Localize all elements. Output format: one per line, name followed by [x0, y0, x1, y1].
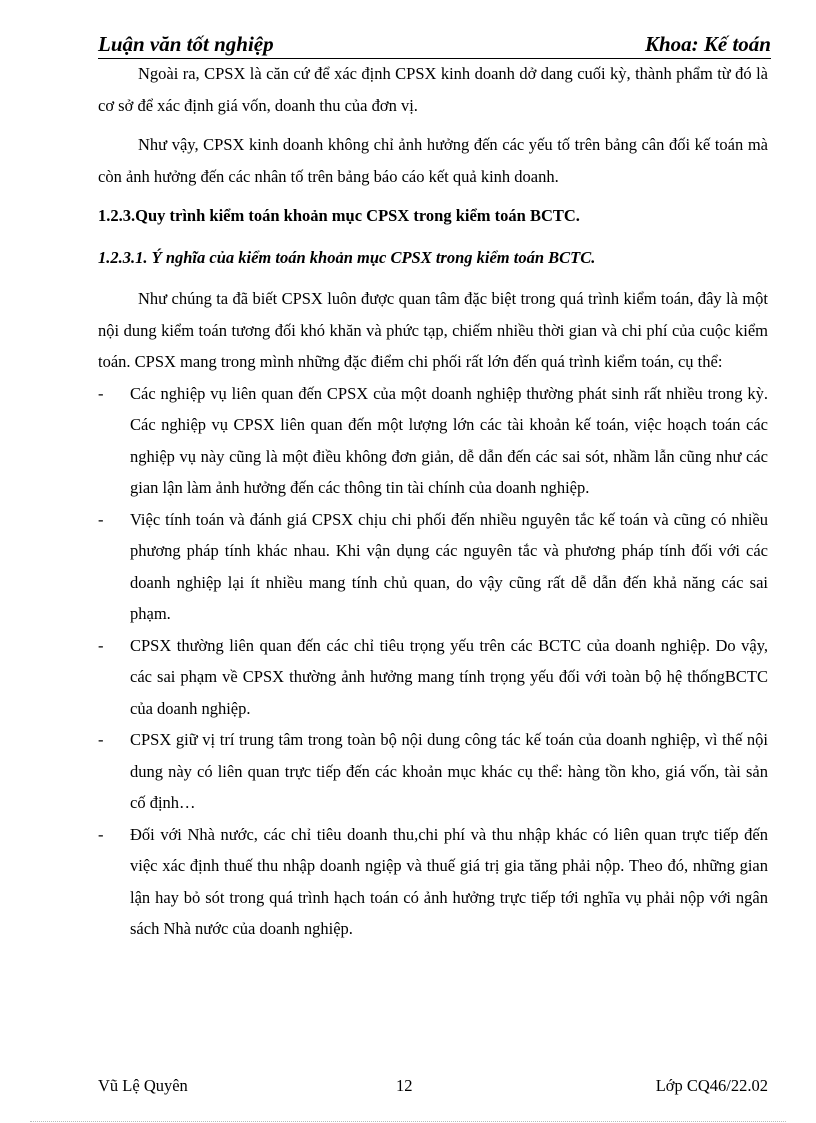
bullet-dash: -	[98, 730, 104, 749]
page-body	[98, 58, 768, 945]
list-item-text: Đối với Nhà nước, các chỉ tiêu doanh thu,chi phí và thu nhập khác có liên quan trực tiếp đến việc xác định thuế thu nhập doanh ngiệp và thuế giá trị gia tăng phải nộp. Theo đó, những gian lận hay bỏ sót trong quá trình hạch toán có ảnh hưởng trực tiếp tới nghĩa vụ phải nộp với ngân sách Nhà nước của doanh nghiệp.	[130, 824, 768, 938]
paragraph-3: Như chúng ta đã biết CPSX luôn được quan tâm đặc biệt trong quá trình kiểm toán, đây là một nội dung kiểm toán tương đối khó khăn và phức tạp, chiếm nhiều thời gian và chi phí của cuộc kiểm toán. CPSX mang trong mình những đặc điểm chi phối rất lớn đến quá trình kiểm toán, cụ thể:	[98, 289, 768, 371]
list-item	[98, 724, 768, 819]
class-code: Lớp CQ46/22.02	[655, 1076, 768, 1095]
bullet-list	[98, 378, 768, 945]
paragraph-1: Ngoài ra, CPSX là căn cứ để xác định CPSX kinh doanh dở dang cuối kỳ, thành phẩm từ đó là cơ sở để xác định giá vốn, doanh thu của đơn vị.	[98, 64, 768, 115]
bottom-divider	[30, 1121, 786, 1122]
bullet-dash: -	[98, 635, 104, 655]
page-number: 12	[396, 1076, 413, 1095]
thesis-title: Luận văn tốt nghiệp	[98, 32, 274, 56]
list-item-text: Việc tính toán và đánh giá CPSX chịu chi phối đến nhiều nguyên tắc kế toán và cũng có nhiều phương pháp tính khác nhau. Khi vận dụng các nguyên tắc và phương pháp tính đối với các doanh nghiệp lại ít nhiều mang tính chủ quan, do vậy cũng rất dễ dẫn đến khả năng các sai phạm.	[130, 509, 768, 623]
subsection-heading: 1.2.3.1. Ý nghĩa của kiểm toán khoản mục CPSX trong kiểm toán BCTC.	[98, 247, 596, 267]
list-item	[98, 378, 768, 504]
bullet-dash: -	[98, 383, 104, 403]
section-heading: 1.2.3.Quy trình kiểm toán khoản mục CPSX trong kiểm toán BCTC.	[98, 206, 580, 225]
author-name: Vũ Lệ Quyên	[98, 1076, 188, 1095]
list-item	[98, 630, 768, 725]
list-item	[98, 504, 768, 630]
list-item	[98, 819, 768, 945]
page-footer	[98, 1076, 768, 1100]
list-item-text: Các nghiệp vụ liên quan đến CPSX của một doanh nghiệp thường phát sinh rất nhiều trong kỳ. Các nghiệp vụ CPSX liên quan đến một lượng lớn các tài khoản kế toán, việc hoạch toán các nghiệp vụ này cũng là một điều không đơn giản, dễ dẫn đến các sai sót, nhầm lẫn cũng như các gian lận làm ảnh hưởng đến các thông tin tài chính của doanh nghiệp.	[130, 383, 768, 497]
list-item-text: CPSX thường liên quan đến các chỉ tiêu trọng yếu trên các BCTC của doanh nghiệp. Do vậy, các sai phạm về CPSX thường ảnh hưởng mang tính trọng yếu đối với toàn bộ hệ thốngBCTC của doanh nghiệp.	[130, 635, 768, 718]
faculty-name: Khoa: Kế toán	[644, 32, 771, 56]
list-item-text: CPSX giữ vị trí trung tâm trong toàn bộ nội dung công tác kế toán của doanh nghiệp, vì thế nội dung này có liên quan trực tiếp đến các khoản mục khác cụ thể: hàng tồn kho, giá vốn, tài sản cố định…	[130, 730, 768, 812]
paragraph-2: Như vậy, CPSX kinh doanh không chỉ ảnh hưởng đến các yếu tố trên bảng cân đối kế toán mà còn ảnh hưởng đến các nhân tố trên bảng báo cáo kết quả kinh doanh.	[98, 135, 768, 186]
bullet-dash: -	[98, 509, 104, 529]
page-header	[98, 30, 771, 59]
bullet-dash: -	[98, 824, 104, 844]
